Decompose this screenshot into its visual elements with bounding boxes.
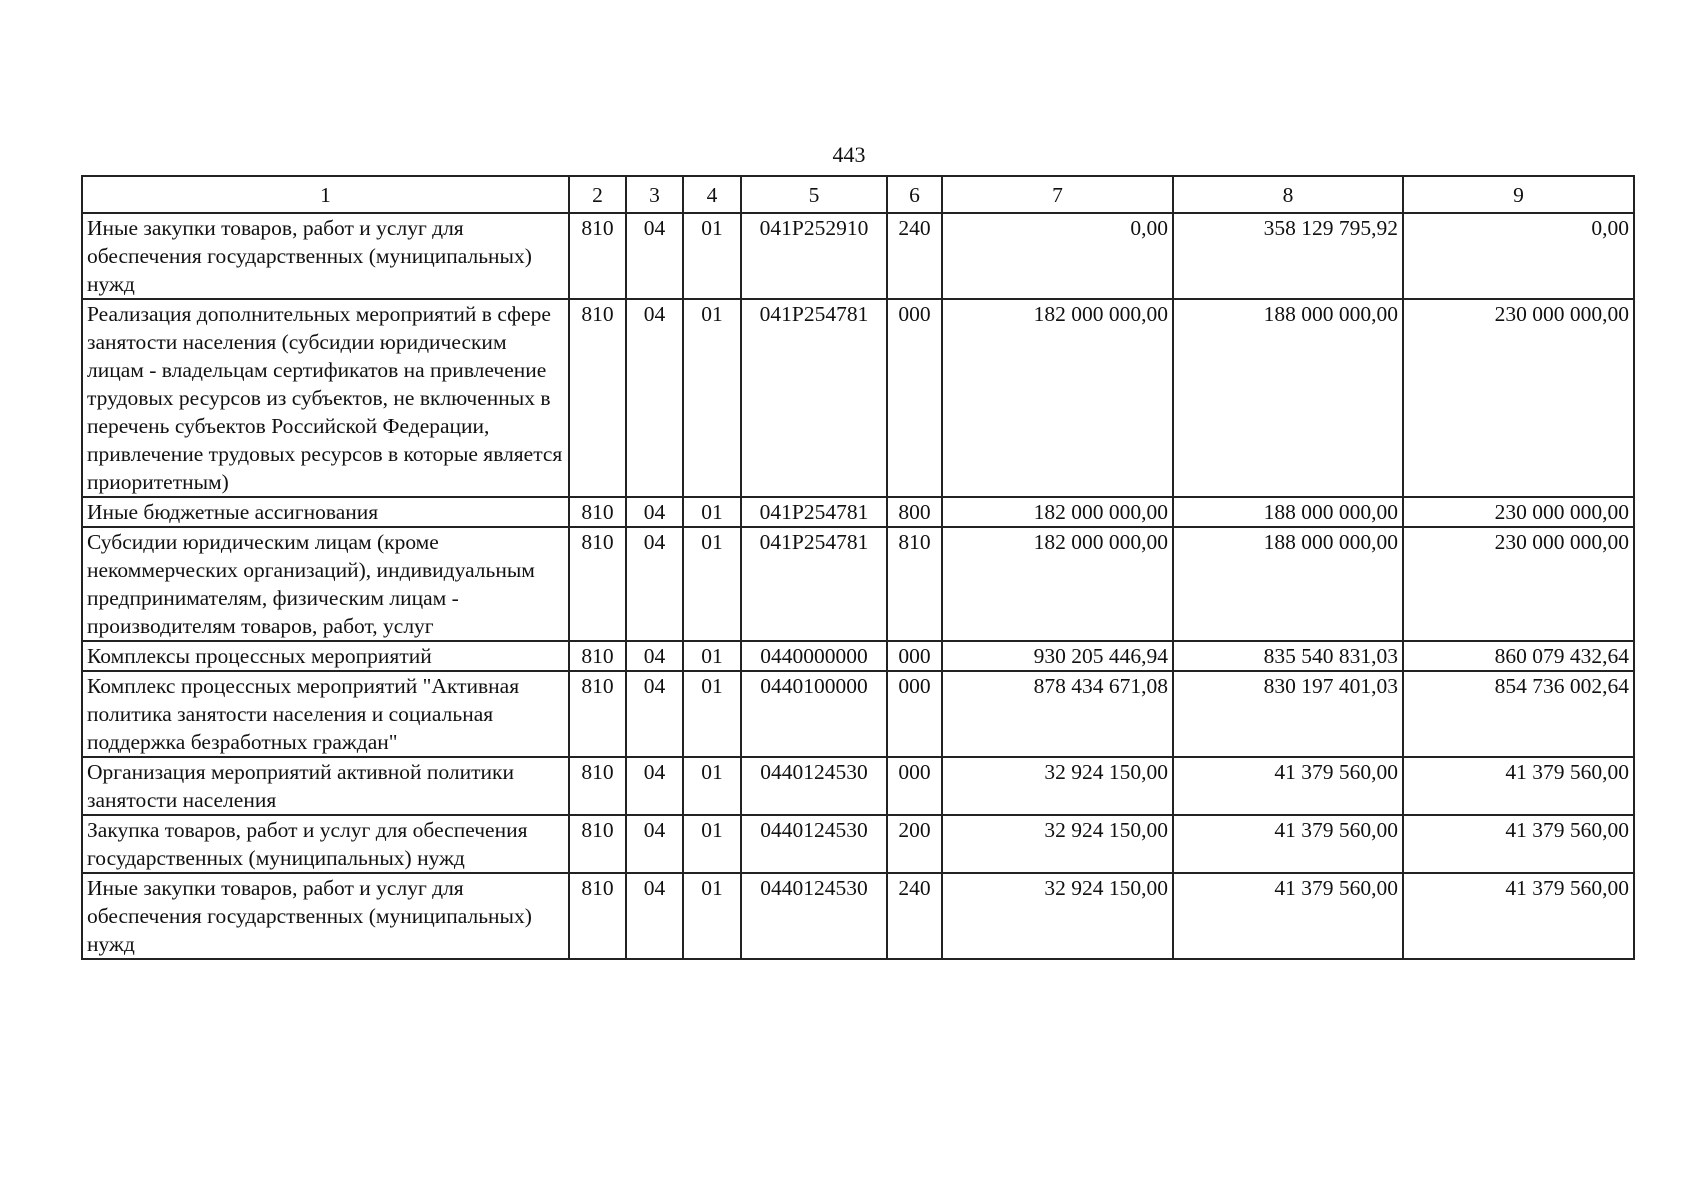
header-row [82, 176, 1634, 213]
code-cell: 810 [569, 527, 626, 641]
amount-cell: 878 434 671,08 [942, 671, 1173, 757]
code-cell: 810 [569, 873, 626, 959]
table-row [82, 497, 1634, 527]
row-name: Закупка товаров, работ и услуг для обеспечения государственных (муниципальных) нужд [82, 815, 569, 873]
amount-cell: 32 924 150,00 [942, 815, 1173, 873]
amount-cell: 182 000 000,00 [942, 497, 1173, 527]
budget-table [81, 175, 1635, 960]
code-cell: 04 [626, 873, 683, 959]
amount-cell: 0,00 [1403, 213, 1634, 299]
amount-cell: 230 000 000,00 [1403, 497, 1634, 527]
amount-cell: 188 000 000,00 [1173, 497, 1403, 527]
code-cell: 000 [887, 641, 942, 671]
amount-cell: 32 924 150,00 [942, 757, 1173, 815]
code-cell: 01 [683, 497, 741, 527]
code-cell: 01 [683, 213, 741, 299]
amount-cell: 41 379 560,00 [1403, 873, 1634, 959]
table-row [82, 671, 1634, 757]
code-cell: 041P254781 [741, 497, 887, 527]
row-name: Иные закупки товаров, работ и услуг для обеспечения государственных (муниципальных) нужд [82, 213, 569, 299]
code-cell: 810 [569, 213, 626, 299]
code-cell: 04 [626, 641, 683, 671]
amount-cell: 835 540 831,03 [1173, 641, 1403, 671]
code-cell: 01 [683, 641, 741, 671]
row-name: Комплексы процессных мероприятий [82, 641, 569, 671]
code-cell: 810 [569, 757, 626, 815]
code-cell: 04 [626, 299, 683, 497]
code-cell: 0440124530 [741, 757, 887, 815]
code-cell: 000 [887, 757, 942, 815]
amount-cell: 41 379 560,00 [1403, 757, 1634, 815]
amount-cell: 230 000 000,00 [1403, 299, 1634, 497]
column-header: 7 [942, 176, 1173, 213]
code-cell: 240 [887, 873, 942, 959]
amount-cell: 32 924 150,00 [942, 873, 1173, 959]
table-row [82, 815, 1634, 873]
table-row [82, 213, 1634, 299]
code-cell: 200 [887, 815, 942, 873]
table-row [82, 873, 1634, 959]
code-cell: 810 [569, 671, 626, 757]
code-cell: 04 [626, 213, 683, 299]
table-row [82, 757, 1634, 815]
amount-cell: 188 000 000,00 [1173, 299, 1403, 497]
row-name: Организация мероприятий активной политики занятости населения [82, 757, 569, 815]
code-cell: 01 [683, 757, 741, 815]
code-cell: 0440000000 [741, 641, 887, 671]
code-cell: 01 [683, 299, 741, 497]
amount-cell: 182 000 000,00 [942, 527, 1173, 641]
column-header: 8 [1173, 176, 1403, 213]
page-number: 443 [832, 142, 866, 167]
amount-cell: 854 736 002,64 [1403, 671, 1634, 757]
amount-cell: 182 000 000,00 [942, 299, 1173, 497]
code-cell: 041P252910 [741, 213, 887, 299]
code-cell: 810 [569, 497, 626, 527]
code-cell: 810 [887, 527, 942, 641]
row-name: Субсидии юридическим лицам (кроме некоммерческих организаций), индивидуальным предпринимателям, физическим лицам - производителям товаров, работ, услуг [82, 527, 569, 641]
code-cell: 04 [626, 757, 683, 815]
code-cell: 240 [887, 213, 942, 299]
code-cell: 800 [887, 497, 942, 527]
amount-cell: 0,00 [942, 213, 1173, 299]
amount-cell: 188 000 000,00 [1173, 527, 1403, 641]
column-header: 6 [887, 176, 942, 213]
amount-cell: 230 000 000,00 [1403, 527, 1634, 641]
amount-cell: 41 379 560,00 [1173, 873, 1403, 959]
table-row [82, 527, 1634, 641]
row-name: Комплекс процессных мероприятий "Активная политика занятости населения и социальная поддержка безработных граждан" [82, 671, 569, 757]
table-row [82, 299, 1634, 497]
code-cell: 810 [569, 299, 626, 497]
code-cell: 01 [683, 815, 741, 873]
code-cell: 04 [626, 497, 683, 527]
amount-cell: 358 129 795,92 [1173, 213, 1403, 299]
code-cell: 04 [626, 815, 683, 873]
code-cell: 041P254781 [741, 299, 887, 497]
table-row [82, 641, 1634, 671]
amount-cell: 860 079 432,64 [1403, 641, 1634, 671]
code-cell: 01 [683, 873, 741, 959]
code-cell: 000 [887, 299, 942, 497]
code-cell: 01 [683, 527, 741, 641]
amount-cell: 41 379 560,00 [1173, 757, 1403, 815]
column-header: 3 [626, 176, 683, 213]
code-cell: 0440124530 [741, 873, 887, 959]
row-name: Иные закупки товаров, работ и услуг для обеспечения государственных (муниципальных) нужд [82, 873, 569, 959]
code-cell: 810 [569, 815, 626, 873]
column-header: 2 [569, 176, 626, 213]
code-cell: 041P254781 [741, 527, 887, 641]
amount-cell: 930 205 446,94 [942, 641, 1173, 671]
code-cell: 04 [626, 527, 683, 641]
column-header: 5 [741, 176, 887, 213]
row-name: Реализация дополнительных мероприятий в сфере занятости населения (субсидии юридическим лицам - владельцам сертификатов на привлечение трудовых ресурсов из субъектов, не включенных в перечень субъектов Российской Федерации, привлечение трудовых ресурсов в которые является приоритетным) [82, 299, 569, 497]
row-name: Иные бюджетные ассигнования [82, 497, 569, 527]
amount-cell: 830 197 401,03 [1173, 671, 1403, 757]
code-cell: 0440124530 [741, 815, 887, 873]
column-header: 4 [683, 176, 741, 213]
column-header: 9 [1403, 176, 1634, 213]
column-header: 1 [82, 176, 569, 213]
code-cell: 000 [887, 671, 942, 757]
code-cell: 810 [569, 641, 626, 671]
amount-cell: 41 379 560,00 [1403, 815, 1634, 873]
code-cell: 0440100000 [741, 671, 887, 757]
code-cell: 01 [683, 671, 741, 757]
code-cell: 04 [626, 671, 683, 757]
amount-cell: 41 379 560,00 [1173, 815, 1403, 873]
